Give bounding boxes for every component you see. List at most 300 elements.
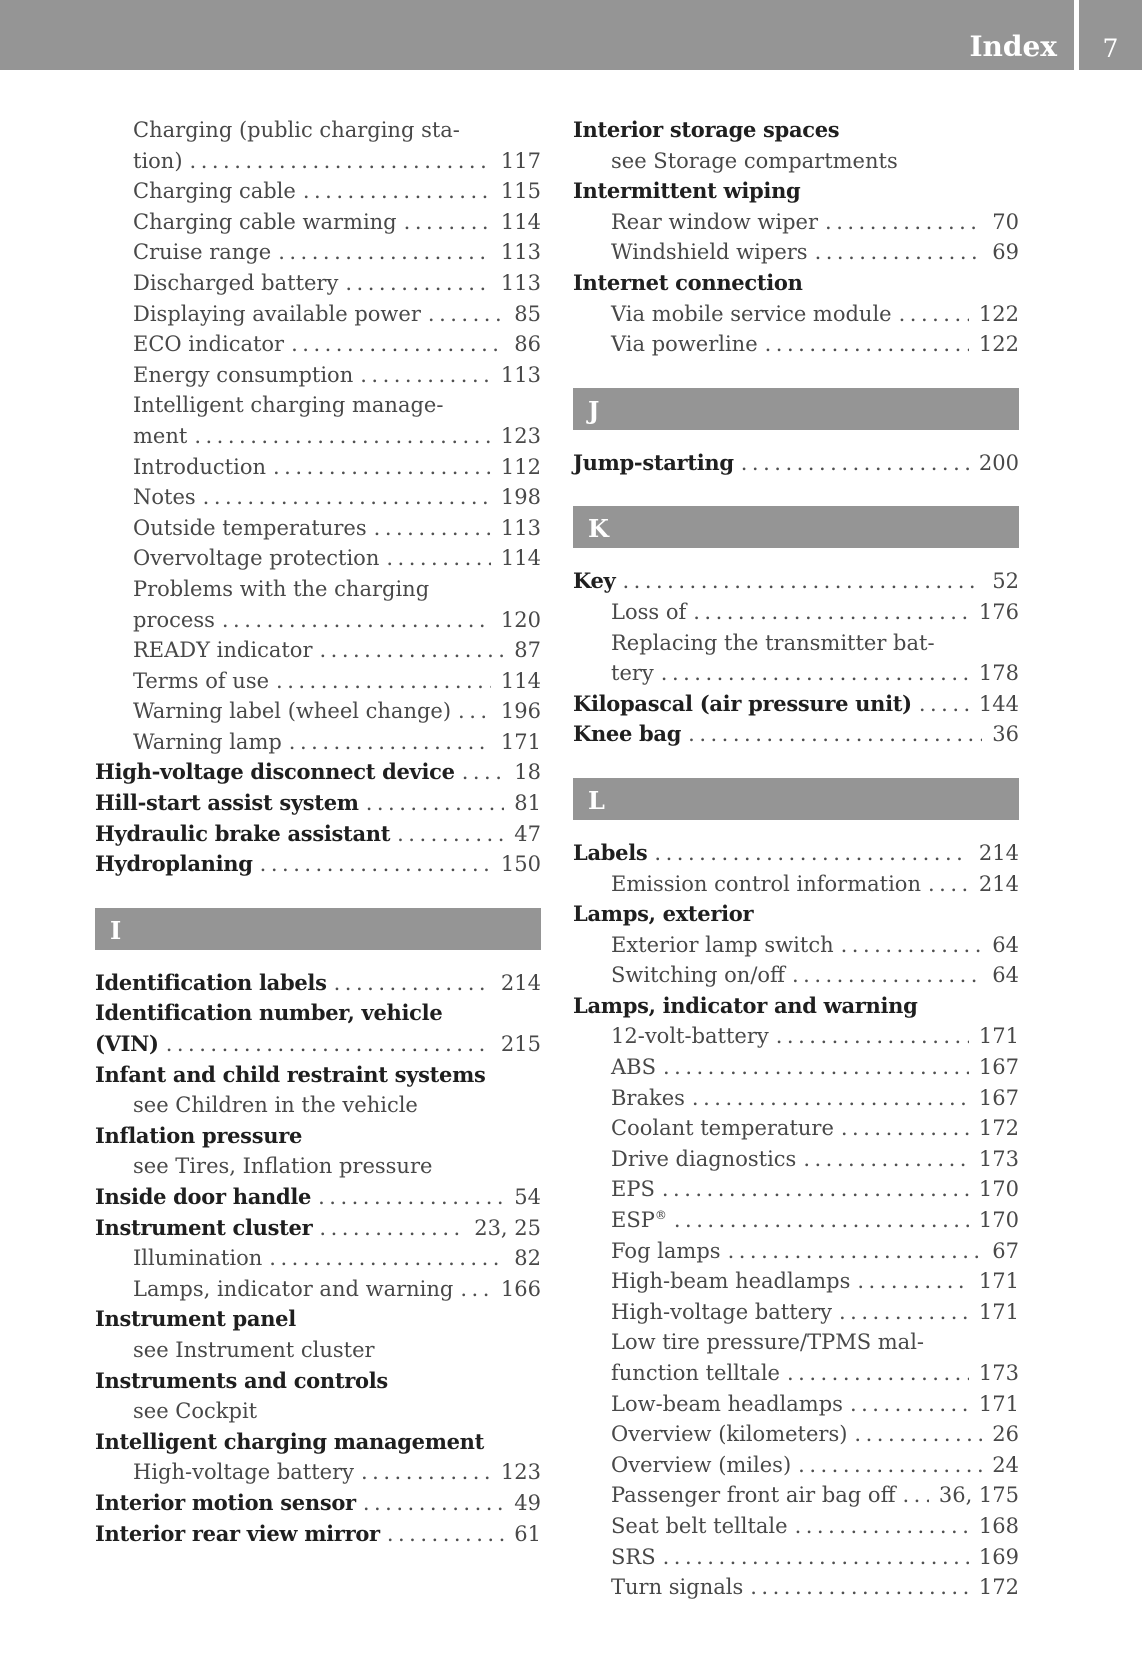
entry-page-number: 172 [978, 1575, 1019, 1600]
entry-page-number: 172 [978, 1116, 1019, 1141]
entry-label: Introduction [133, 454, 266, 479]
entry-label: ABS [611, 1055, 656, 1080]
dot-leader [455, 757, 505, 788]
dot-leader [832, 1297, 969, 1328]
entry-label: 12-volt-battery [611, 1024, 769, 1049]
index-entry [95, 207, 541, 238]
dot-leader [284, 329, 504, 360]
index-entry [95, 605, 541, 636]
index-entry [95, 666, 541, 697]
index-entry [95, 543, 541, 574]
dot-leader [850, 1266, 969, 1297]
entry-label: High-voltage battery [611, 1299, 832, 1324]
entry-page-number: 166 [500, 1276, 541, 1301]
entry-label: Interior storage spaces [573, 117, 840, 142]
entry-label: tery [611, 661, 654, 686]
entry-label: ESP® [611, 1208, 667, 1233]
dot-leader [196, 482, 491, 513]
index-entry [573, 991, 1019, 1022]
entry-label: Exterior lamp switch [611, 932, 834, 957]
entry-label: Instruments and controls [95, 1367, 388, 1393]
dot-leader [921, 869, 969, 900]
index-entry [95, 1182, 541, 1213]
entry-label: function telltale [611, 1361, 780, 1385]
entry-page-number: 173 [978, 1361, 1019, 1385]
index-entry [95, 849, 541, 880]
dot-leader [615, 566, 982, 597]
dot-leader [421, 299, 504, 330]
entry-page-number: 144 [978, 691, 1019, 716]
entry-label: Outside temperatures [133, 515, 367, 540]
index-entry [95, 390, 541, 421]
entry-label: Lamps, indicator and warning [133, 1276, 454, 1301]
entry-page-number: 114 [500, 668, 541, 693]
index-entry [573, 115, 1019, 146]
index-columns [95, 70, 1019, 1603]
header-title-bar [0, 0, 1074, 70]
dot-leader [656, 1052, 969, 1083]
index-entry [573, 448, 1019, 479]
entry-label: Seat belt telltale [611, 1513, 788, 1538]
dot-leader [834, 930, 983, 961]
dot-leader [253, 849, 491, 880]
entry-page-number: 18 [514, 760, 541, 785]
entry-page-number: 87 [514, 638, 541, 663]
dot-leader [397, 207, 491, 238]
entry-label: Charging (public charging sta- [133, 118, 460, 142]
entry-label: Lamps, exterior [573, 901, 754, 927]
index-entry [95, 237, 541, 268]
index-entry [95, 452, 541, 483]
entry-page-number: 214 [978, 871, 1019, 896]
entry-page-number: 150 [500, 852, 541, 877]
entry-label: Hydroplaning [95, 851, 253, 877]
section-letter: J [588, 395, 600, 425]
dot-leader [734, 448, 969, 479]
section-letter: I [110, 915, 122, 945]
entry-page-number: 173 [978, 1146, 1019, 1171]
index-entry [95, 1274, 541, 1305]
index-entry [95, 1243, 541, 1274]
index-entry [95, 268, 541, 299]
index-entry [95, 1090, 541, 1121]
entry-label: Energy consumption [133, 362, 354, 387]
section-header-J [573, 388, 1019, 430]
section-header-L [573, 778, 1019, 820]
entry-page-number: 170 [978, 1208, 1019, 1233]
dot-leader [451, 696, 491, 727]
dot-leader [296, 176, 491, 207]
dot-leader [681, 719, 982, 750]
dot-leader [266, 452, 491, 483]
entry-page-number: 47 [514, 821, 541, 846]
section-header-K [573, 506, 1019, 548]
index-entry [95, 1488, 541, 1519]
index-entry [95, 1427, 541, 1458]
dot-leader [743, 1572, 969, 1603]
index-entry [573, 1052, 1019, 1083]
entry-label: Problems with the charging [133, 576, 430, 601]
dot-leader [356, 1488, 504, 1519]
dot-leader [647, 838, 968, 869]
entry-label: Via powerline [611, 332, 758, 357]
entry-label: EPS [611, 1177, 655, 1202]
entry-page-number: 113 [500, 515, 541, 540]
index-entry [573, 1083, 1019, 1114]
index-entry [95, 513, 541, 544]
index-entry [95, 1519, 541, 1550]
index-entry [573, 1021, 1019, 1052]
entry-label: Rear window wiper [611, 209, 819, 234]
entry-label: Brakes [611, 1085, 685, 1110]
entry-label: Passenger front air bag off [611, 1483, 896, 1508]
index-entry [95, 696, 541, 727]
entry-page-number: 198 [500, 485, 541, 510]
dot-leader [262, 1243, 504, 1274]
dot-leader [311, 1182, 504, 1213]
dot-leader [380, 1519, 504, 1550]
entry-label: Lamps, indicator and warning [573, 992, 918, 1018]
index-entry [95, 421, 541, 452]
entry-page-number: 215 [500, 1032, 541, 1057]
entry-page-number: 122 [978, 301, 1019, 326]
index-entry [573, 658, 1019, 689]
entry-label: Notes [133, 485, 196, 510]
entry-page-number: 117 [500, 148, 541, 173]
entry-label: Intelligent charging manage- [133, 393, 444, 418]
entry-label: see Storage compartments [611, 148, 898, 173]
entry-label: Low-beam headlamps [611, 1391, 843, 1416]
page-header [0, 0, 1142, 70]
dot-leader [390, 819, 504, 850]
entry-label: Jump-starting [573, 449, 734, 475]
dot-leader [359, 788, 505, 819]
index-entry [573, 1205, 1019, 1236]
entry-label: Key [573, 568, 616, 594]
index-entry [573, 1174, 1019, 1205]
entry-page-number: 69 [992, 240, 1019, 265]
entry-page-number: 171 [500, 729, 541, 754]
entry-label: ment [133, 423, 188, 448]
entry-label: Terms of use [133, 668, 270, 693]
dot-leader [808, 237, 983, 268]
entry-page-number: 123 [500, 1460, 541, 1485]
index-entry [573, 207, 1019, 238]
entry-page-number: 23, 25 [474, 1215, 541, 1240]
entry-page-number: 171 [978, 1024, 1019, 1049]
entry-page-number: 115 [500, 179, 541, 204]
entry-label: Fog lamps [611, 1238, 721, 1263]
index-entry [95, 115, 541, 146]
dot-leader [721, 1236, 983, 1267]
entry-label: see Children in the vehicle [133, 1093, 418, 1118]
entry-label: Intermittent wiping [573, 178, 801, 204]
index-entry [95, 1213, 541, 1244]
index-entry [573, 1297, 1019, 1328]
dot-leader [453, 1274, 491, 1305]
dot-leader [269, 666, 491, 697]
dot-leader [312, 635, 504, 666]
entry-page-number: 167 [978, 1085, 1019, 1110]
entry-page-number: 171 [978, 1391, 1019, 1416]
index-entry [95, 360, 541, 391]
index-entry [573, 1389, 1019, 1420]
entry-label: process [133, 607, 215, 632]
dot-leader [847, 1419, 982, 1450]
entry-label: Cruise range [133, 240, 272, 265]
index-entry [95, 1151, 541, 1182]
dot-leader [338, 268, 491, 299]
entry-page-number: 178 [978, 661, 1019, 686]
index-entry [573, 1266, 1019, 1297]
entry-page-number: 114 [500, 546, 541, 571]
entry-page-number: 64 [992, 963, 1019, 988]
index-entry [573, 1511, 1019, 1542]
entry-label: Replacing the transmitter bat- [611, 630, 935, 655]
entry-label: Overvoltage protection [133, 546, 380, 571]
entry-label: Kilopascal (air pressure unit) [573, 690, 912, 716]
index-entry [95, 1121, 541, 1152]
index-entry [95, 1304, 541, 1335]
entry-page-number: 176 [978, 599, 1019, 624]
entry-page-number: 170 [978, 1177, 1019, 1202]
entry-label: Inside door handle [95, 1184, 312, 1209]
entry-label: Displaying available power [133, 301, 421, 326]
index-entry [573, 237, 1019, 268]
index-entry [573, 1113, 1019, 1144]
entry-page-number: 26 [992, 1422, 1019, 1447]
entry-label: Identification labels [95, 969, 327, 995]
index-entry [95, 176, 541, 207]
index-entry [95, 968, 541, 999]
index-entry [95, 819, 541, 850]
entry-page-number: 123 [500, 423, 541, 448]
entry-page-number: 85 [514, 301, 541, 326]
entry-page-number: 122 [978, 332, 1019, 357]
entry-page-number: 200 [978, 450, 1019, 475]
dot-leader [796, 1144, 969, 1175]
entry-page-number: 36, 175 [938, 1483, 1019, 1508]
dot-leader [656, 1542, 969, 1573]
entry-label: Charging cable warming [133, 209, 397, 234]
page-number: 7 [1102, 34, 1119, 63]
entry-label: High-voltage disconnect device [95, 759, 455, 785]
entry-label: Warning lamp [133, 729, 282, 754]
entry-label: Identification number, vehicle [95, 1000, 443, 1026]
dot-leader [686, 597, 969, 628]
index-entry [573, 838, 1019, 869]
entry-page-number: 82 [514, 1246, 541, 1271]
dot-leader [183, 146, 491, 177]
index-entry [573, 1572, 1019, 1603]
dot-leader [892, 299, 969, 330]
index-entry [95, 1060, 541, 1091]
entry-page-number: 113 [500, 362, 541, 387]
dot-leader [818, 207, 982, 238]
index-entry [95, 998, 541, 1029]
entry-label: Hydraulic brake assistant [95, 820, 391, 846]
index-entry [573, 628, 1019, 659]
entry-page-number: 171 [978, 1269, 1019, 1294]
dot-leader [791, 1450, 982, 1481]
index-column-right [573, 115, 1019, 1603]
entry-label: Hill-start assist system [95, 790, 359, 816]
dot-leader [367, 513, 491, 544]
entry-label: Via mobile service module [611, 301, 892, 326]
entry-label: Inflation pressure [95, 1122, 303, 1148]
dot-leader [187, 421, 491, 452]
entry-page-number: 81 [514, 791, 541, 816]
index-column-left [95, 115, 541, 1603]
section-letter: K [588, 514, 609, 544]
dot-leader [271, 237, 491, 268]
dot-leader [655, 1174, 969, 1205]
entry-page-number: 64 [992, 932, 1019, 957]
dot-leader [667, 1205, 969, 1236]
entry-label: High-voltage battery [133, 1460, 354, 1485]
entry-page-number: 168 [978, 1513, 1019, 1538]
index-entry [95, 574, 541, 605]
entry-page-number: 167 [978, 1055, 1019, 1080]
index-entry [95, 146, 541, 177]
index-entry [573, 930, 1019, 961]
entry-label: Low tire pressure/TPMS mal- [611, 1330, 925, 1355]
index-entry [573, 1236, 1019, 1267]
index-entry [95, 635, 541, 666]
entry-page-number: 214 [978, 840, 1019, 865]
entry-page-number: 113 [500, 270, 541, 295]
entry-page-number: 67 [992, 1238, 1019, 1263]
entry-label: see Cockpit [133, 1399, 258, 1424]
dot-leader [788, 1511, 969, 1542]
index-entry [95, 757, 541, 788]
dot-leader [685, 1083, 969, 1114]
dot-leader [780, 1358, 969, 1389]
index-entry [573, 268, 1019, 299]
dot-leader [785, 960, 982, 991]
entry-page-number: 114 [500, 209, 541, 234]
entry-label: Loss of [611, 599, 687, 624]
entry-label: Overview (kilometers) [611, 1422, 848, 1447]
dot-leader [758, 329, 969, 360]
entry-label: Coolant temperature [611, 1116, 834, 1141]
index-entry [573, 299, 1019, 330]
index-entry [95, 329, 541, 360]
index-entry [573, 719, 1019, 750]
entry-label: see Tires, Inflation pressure [133, 1154, 433, 1179]
entry-page-number: 113 [500, 240, 541, 265]
entry-page-number: 120 [500, 607, 541, 632]
entry-label: Charging cable [133, 179, 296, 204]
page-title: Index [969, 30, 1057, 63]
index-entry [573, 1419, 1019, 1450]
entry-label: Emission control information [611, 871, 921, 896]
dot-leader [834, 1113, 969, 1144]
index-entry [573, 869, 1019, 900]
entry-page-number: 49 [514, 1490, 541, 1515]
index-entry [573, 566, 1019, 597]
entry-page-number: 214 [500, 970, 541, 995]
entry-page-number: 171 [978, 1299, 1019, 1324]
entry-label: tion) [133, 148, 183, 173]
entry-page-number: 52 [992, 569, 1019, 594]
index-entry [573, 176, 1019, 207]
dot-leader [843, 1389, 969, 1420]
index-entry [573, 597, 1019, 628]
index-entry [573, 329, 1019, 360]
entry-page-number: 86 [514, 332, 541, 357]
entry-label: SRS [611, 1544, 656, 1569]
dot-leader [159, 1029, 491, 1060]
dot-leader [312, 1213, 464, 1244]
entry-label: Infant and child restraint systems [95, 1061, 486, 1087]
index-entry [95, 1396, 541, 1427]
index-entry [95, 1029, 541, 1060]
entry-label: Illumination [133, 1246, 263, 1271]
index-entry [573, 1327, 1019, 1358]
section-header-I [95, 908, 541, 950]
index-entry [573, 1450, 1019, 1481]
entry-label: Turn signals [611, 1575, 744, 1600]
index-entry [573, 1542, 1019, 1573]
entry-page-number: 70 [992, 209, 1019, 234]
dot-leader [327, 968, 491, 999]
entry-label: High-beam headlamps [611, 1269, 851, 1294]
index-entry [95, 299, 541, 330]
index-entry [95, 727, 541, 758]
entry-label: (VIN) [95, 1031, 159, 1057]
dot-leader [353, 360, 491, 391]
entry-label: Switching on/off [611, 963, 785, 988]
entry-label: Interior motion sensor [95, 1489, 356, 1515]
dot-leader [354, 1457, 491, 1488]
entry-label: Overview (miles) [611, 1452, 792, 1477]
index-entry [95, 1335, 541, 1366]
entry-label: Discharged battery [133, 270, 339, 295]
dot-leader [282, 727, 491, 758]
entry-label: see Instrument cluster [133, 1337, 375, 1362]
index-entry [95, 1366, 541, 1397]
entry-page-number: 61 [514, 1521, 541, 1546]
entry-page-number: 24 [992, 1452, 1019, 1477]
dot-leader [654, 658, 969, 689]
entry-label: Intelligent charging management [95, 1428, 485, 1454]
index-entry [573, 1144, 1019, 1175]
index-entry [573, 1480, 1019, 1511]
entry-page-number: 196 [500, 699, 541, 724]
dot-leader [379, 543, 491, 574]
index-entry [95, 788, 541, 819]
entry-label: Internet connection [573, 269, 803, 295]
section-letter: L [588, 785, 605, 815]
entry-label: ECO indicator [133, 332, 285, 357]
entry-label: Instrument panel [95, 1306, 296, 1332]
entry-page-number: 112 [500, 454, 541, 479]
header-page-box [1079, 0, 1142, 70]
index-entry [95, 482, 541, 513]
entry-label: Interior rear view mirror [95, 1520, 380, 1546]
index-entry [573, 899, 1019, 930]
entry-label: Windshield wipers [611, 240, 808, 265]
entry-label: Warning label (wheel change) [133, 699, 452, 724]
dot-leader [895, 1480, 928, 1511]
index-entry [573, 146, 1019, 177]
dot-leader [769, 1021, 969, 1052]
dot-leader [912, 689, 969, 720]
entry-label: Knee bag [573, 721, 682, 747]
entry-page-number: 54 [514, 1185, 541, 1209]
entry-page-number: 169 [978, 1544, 1019, 1569]
